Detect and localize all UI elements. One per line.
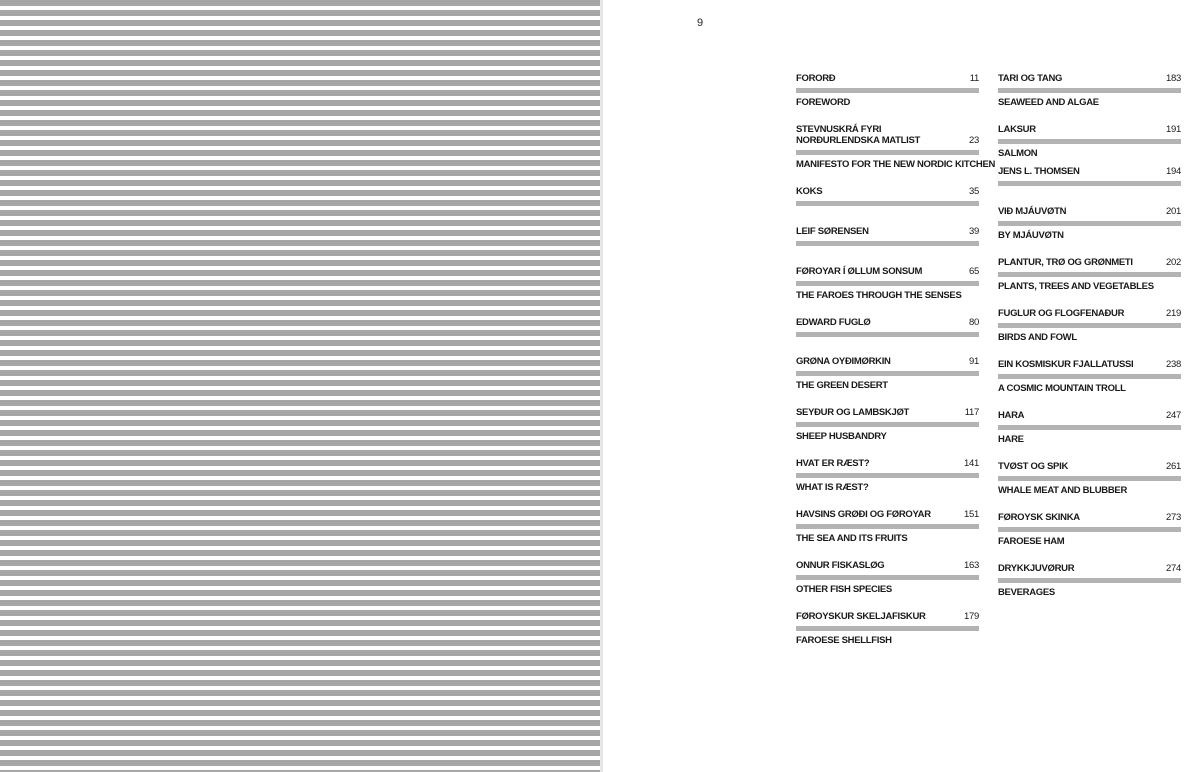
toc-entry-title: TARI OG TANG [998,73,1063,84]
toc-entry[interactable] [796,226,979,266]
toc-entry[interactable] [796,124,996,186]
toc-entry-title: FØROYAR Í ØLLUM SONSUM [796,266,923,277]
toc-entry-page: 191 [1166,124,1181,135]
toc-entry-page: 201 [1166,206,1181,217]
toc-entry-subtitle: BIRDS AND FOWL [998,332,1077,343]
toc-entry[interactable] [796,560,979,611]
toc-rule [998,425,1181,430]
toc-entry[interactable] [998,461,1181,512]
toc-entry-subtitle: A COSMIC MOUNTAIN TROLL [998,383,1126,394]
toc-entry[interactable] [796,73,979,124]
toc-entry[interactable] [998,257,1181,308]
toc-rule [998,221,1181,226]
toc-entry-title: KOKS [796,186,823,197]
toc-entry-page: 151 [964,509,979,520]
toc-entry-page: 11 [969,73,979,84]
toc-entry[interactable] [998,410,1181,461]
toc-rule [796,88,979,93]
toc-rule [998,374,1181,379]
toc-entry-subtitle: HARE [998,434,1024,445]
toc-entry[interactable] [796,407,979,458]
toc-rule [796,626,979,631]
toc-entry-page: 163 [964,560,979,571]
toc-entry-subtitle: FAROESE SHELLFISH [796,635,892,646]
toc-entry[interactable] [796,186,979,226]
toc-rule [796,575,979,580]
toc-entry-title: GRØNA OYÐIMØRKIN [796,356,891,367]
toc-entry-title: LAKSUR [998,124,1036,135]
toc-entry-title: PLANTUR, TRØ OG GRØNMETI [998,257,1133,268]
toc-rule [998,578,1181,583]
toc-entry-title: DRYKKJUVØRUR [998,563,1075,574]
toc-entry-title: HARA [998,410,1025,421]
toc-entry-title: SEYÐUR OG LAMBSKJØT [796,407,910,418]
toc-entry-title: FØROYSKUR SKELJAFISKUR [796,611,926,622]
toc-rule [796,150,979,155]
toc-entry-page: 179 [964,611,979,622]
toc-entry[interactable] [998,206,1181,257]
toc-entry-subtitle: BY MJÁUVØTN [998,230,1064,241]
toc-rule [998,139,1181,144]
toc-entry[interactable] [796,266,979,317]
toc-rule [998,323,1181,328]
toc-rule [796,371,979,376]
toc-entry-title: EIN KOSMISKUR FJALLATUSSI [998,359,1134,370]
toc-entry-subtitle: SALMON [998,148,1038,159]
toc-entry-page: 91 [969,356,979,367]
toc-entry-page: 117 [964,407,979,418]
toc-entry-subtitle: THE FAROES THROUGH THE SENSES [796,290,962,301]
toc-entry[interactable] [998,73,1181,124]
toc-entry-page: 141 [964,458,979,469]
toc-entry[interactable] [796,356,979,407]
toc-entry[interactable] [796,458,979,509]
toc-entry-title: VIÐ MJÁUVØTN [998,206,1067,217]
toc-rule [796,241,979,246]
toc-entry-subtitle: MANIFESTO FOR THE NEW NORDIC KITCHEN [796,159,996,170]
toc-entry-page: 219 [1166,308,1181,319]
toc-entry-subtitle: FAROESE HAM [998,536,1065,547]
toc-entry-page: 202 [1166,257,1181,268]
toc-entry[interactable] [998,124,1181,166]
toc-entry-page: 80 [969,317,979,328]
toc-rule [796,422,979,427]
toc-entry-title: JENS L. THOMSEN [998,166,1080,177]
toc-entry[interactable] [796,317,979,356]
toc-entry-page: 23 [969,135,979,146]
toc-entry-page: 65 [969,266,979,277]
toc-entry[interactable] [998,512,1181,563]
toc-entry-subtitle: BEVERAGES [998,587,1055,598]
toc-entry-page: 35 [969,186,979,197]
toc-rule [796,524,979,529]
page-gutter [600,0,603,772]
toc-entry-subtitle: THE SEA AND ITS FRUITS [796,533,908,544]
toc-entry-subtitle: SHEEP HUSBANDRY [796,431,887,442]
toc-entry-subtitle: THE GREEN DESERT [796,380,888,391]
toc-entry-page: 238 [1166,359,1181,370]
toc-rule [796,281,979,286]
toc-rule [796,332,979,337]
toc-entry-title: LEIF SØRENSEN [796,226,869,237]
toc-rule [998,527,1181,532]
toc-rule [998,181,1181,186]
toc-rule [796,473,979,478]
toc-entry-title: TVØST OG SPIK [998,461,1068,472]
toc-entry-subtitle: WHALE MEAT AND BLUBBER [998,485,1128,496]
toc-entry-page: 183 [1166,73,1181,84]
toc-entry-title: HVAT ER RÆST? [796,458,870,469]
toc-column-right [998,73,1181,614]
toc-entry[interactable] [998,359,1181,410]
toc-entry-subtitle: SEAWEED AND ALGAE [998,97,1099,108]
toc-entry-title: HAVSINS GRØÐI OG FØROYAR [796,509,931,520]
toc-column-left [796,73,996,662]
toc-entry[interactable] [796,509,979,560]
toc-rule [998,476,1181,481]
toc-rule [998,272,1181,277]
toc-entry[interactable] [998,308,1181,359]
toc-entry-title: STEVNUSKRÁ FYRI NORÐURLENDSKA MATLIST [796,124,921,146]
toc-entry[interactable] [998,563,1181,614]
toc-rule [998,88,1181,93]
toc-entry-subtitle: FOREWORD [796,97,851,108]
toc-entry-subtitle: WHAT IS RÆST? [796,482,869,493]
toc-entry-page: 194 [1166,166,1181,177]
toc-rule [796,201,979,206]
toc-entry-page: 247 [1166,410,1181,421]
toc-entry-title: EDWARD FUGLØ [796,317,871,328]
toc-entry-title: FØROYSK SKINKA [998,512,1080,523]
toc-entry-page: 273 [1166,512,1181,523]
toc-entry-page: 39 [969,226,979,237]
toc-entry-title: FORORÐ [796,73,836,84]
toc-entry-page: 261 [1166,461,1181,472]
page-number: 9 [697,17,704,29]
toc-entry-subtitle: OTHER FISH SPECIES [796,584,892,595]
toc-entry[interactable] [796,611,979,662]
toc-entry-title: ONNUR FISKASLØG [796,560,885,571]
toc-entry-page: 274 [1166,563,1181,574]
toc-entry-title: FUGLUR OG FLOGFENAÐUR [998,308,1125,319]
toc-entry-subtitle: PLANTS, TREES AND VEGETABLES [998,281,1154,292]
toc-entry[interactable] [998,166,1181,206]
